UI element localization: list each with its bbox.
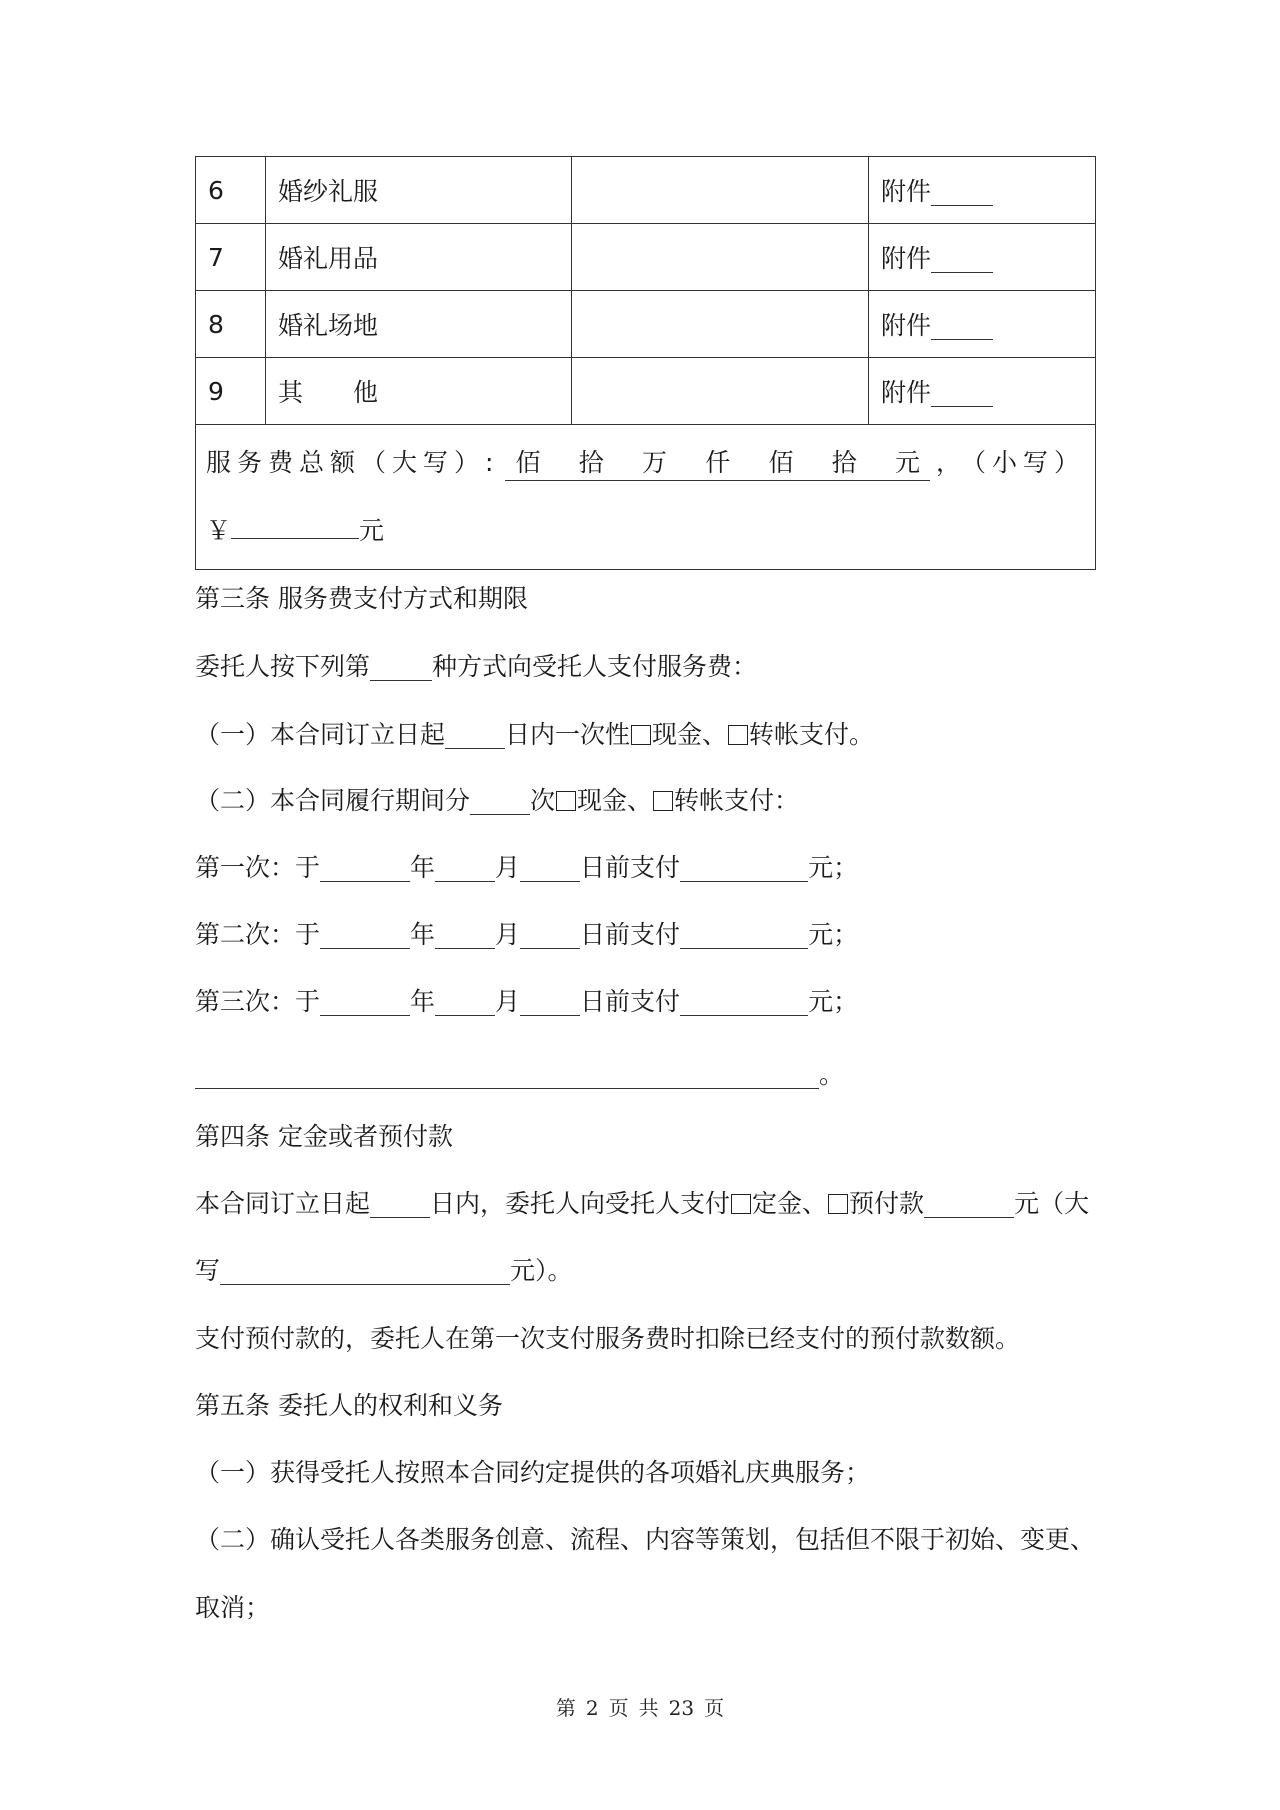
month-blank [435,851,495,882]
footer-text: 第 [555,1696,576,1720]
page-number: 2 [585,1696,599,1720]
deposit-text: 定金、 [752,1189,828,1218]
table-row [196,291,1096,358]
option-text: 转帐支付： [674,786,800,815]
service-detail-cell [572,291,869,358]
service-detail-cell [572,224,869,291]
option-text: （二）本合同履行期间分 [195,786,471,815]
amount-blank [924,1187,1014,1218]
footer-text: 共 [638,1696,659,1720]
month-label: 月 [495,853,521,882]
uppercase-amount-field [505,446,930,481]
service-item: 婚纱礼服 [266,157,572,224]
cash-checkbox[interactable] [556,791,576,811]
days-blank [445,718,505,749]
deposit-text: 写 [195,1256,221,1285]
attachment-cell [869,157,1096,224]
total-fee-cell [196,425,1096,570]
amount-blank [680,918,808,949]
deposit-text: 元）。 [510,1256,573,1285]
deposit-text: 预付款 [849,1189,925,1218]
prepayment-note: 支付预付款的，委托人在第一次支付服务费时扣除已经支付的预付款数额。 [195,1324,1021,1353]
attachment-label: 附件 [881,177,932,206]
installment-label: 第三次：于 [195,987,321,1016]
footer-text: 页 [608,1696,629,1720]
installment-label: 第二次：于 [195,920,321,949]
installment-line [195,918,858,952]
attachment-blank [931,175,993,206]
attachment-label: 附件 [881,311,932,340]
unit-char: 拾 [578,448,604,477]
unit-char: 仟 [705,448,731,477]
yuan-label: 元； [808,853,859,882]
other-method-blank [195,1058,819,1089]
year-label: 年 [410,853,436,882]
page-footer [0,1692,1280,1721]
month-blank [435,918,495,949]
yuan-label: 元； [808,987,859,1016]
comma: ， [935,448,961,477]
article3-intro [195,650,757,684]
pay-label: 日前支付 [580,987,681,1016]
attachment-blank [931,309,993,340]
installment-line [195,851,858,885]
option-text: 转帐支付。 [749,720,875,749]
payment-option-1 [195,718,874,752]
unit-char: 佰 [768,448,794,477]
deposit-text: 元（大 [1014,1189,1090,1218]
day-blank [520,985,580,1016]
amount-blank [680,851,808,882]
day-blank [520,918,580,949]
unit-char: 佰 [515,448,541,477]
attachment-cell [869,291,1096,358]
attachment-label: 附件 [881,244,932,273]
transfer-checkbox[interactable] [653,791,673,811]
attachment-label: 附件 [881,378,932,407]
year-blank [320,851,410,882]
year-label: 年 [410,920,436,949]
service-item: 婚礼场地 [266,291,572,358]
lowercase-label: （小写） [960,448,1085,477]
payment-option-2 [195,784,799,818]
deposit-text: 日内，委托人向受托人支付 [430,1189,731,1218]
pay-label: 日前支付 [580,853,681,882]
deposit-uppercase-line [195,1254,573,1288]
attachment-cell [869,224,1096,291]
month-blank [435,985,495,1016]
year-blank [320,918,410,949]
unit-char: 万 [641,448,667,477]
days-blank [370,1187,430,1218]
amount-blank [680,985,808,1016]
total-row [196,425,1096,570]
installment-line [195,985,858,1019]
service-item-char: 他 [353,378,379,407]
installment-label: 第一次：于 [195,853,321,882]
attachment-blank [931,376,993,407]
service-detail-cell [572,157,869,224]
month-label: 月 [495,920,521,949]
uppercase-amount-blank [220,1254,510,1285]
service-item-char: 其 [278,378,304,407]
unit-char: 元 [894,448,920,477]
year-blank [320,985,410,1016]
article5-title: 第五条 委托人的权利和义务 [195,1391,503,1420]
period-mark: 。 [819,1060,845,1089]
yen-sign: ￥ [206,516,232,545]
intro-text: 种方式向受托人支付服务费： [432,652,758,681]
cash-checkbox[interactable] [631,725,651,745]
prepayment-checkbox[interactable] [828,1194,848,1214]
day-blank [520,851,580,882]
pay-label: 日前支付 [580,920,681,949]
yuan-label: 元； [808,920,859,949]
total-pages: 23 [668,1696,695,1720]
option-text: 次 [530,786,556,815]
unit-char: 拾 [831,448,857,477]
deposit-text: 本合同订立日起 [195,1189,371,1218]
method-blank [370,650,432,681]
article3-title: 第三条 服务费支付方式和期限 [195,584,528,613]
lowercase-amount-blank [231,508,359,539]
attachment-cell [869,358,1096,425]
other-method-line [195,1058,844,1092]
table-row [196,358,1096,425]
table-row [196,224,1096,291]
intro-text: 委托人按下列第 [195,652,371,681]
service-item [266,358,572,425]
month-label: 月 [495,987,521,1016]
option-text: （一）本合同订立日起 [195,720,446,749]
installments-blank [470,784,530,815]
service-detail-cell [572,358,869,425]
service-fee-table [195,156,1096,570]
transfer-checkbox[interactable] [728,725,748,745]
option-text: 现金、 [577,786,653,815]
article5-item-1: （一）获得受托人按照本合同约定提供的各项婚礼庆典服务； [195,1458,871,1487]
article5-item-2: （二）确认受托人各类服务创意、流程、内容等策划，包括但不限于初始、变更、 [195,1525,1096,1554]
option-text: 日内一次性 [505,720,631,749]
footer-text: 页 [704,1696,725,1720]
deposit-line [195,1187,1089,1221]
article5-item-2-cont: 取消； [195,1593,271,1622]
row-number: 8 [196,291,266,358]
row-number: 6 [196,157,266,224]
year-label: 年 [410,987,436,1016]
option-text: 现金、 [652,720,728,749]
yuan-label: 元 [359,516,385,545]
service-item: 婚礼用品 [266,224,572,291]
article4-title: 第四条 定金或者预付款 [195,1122,453,1151]
table-row [196,157,1096,224]
row-number: 9 [196,358,266,425]
deposit-checkbox[interactable] [731,1194,751,1214]
row-number: 7 [196,224,266,291]
attachment-blank [931,242,993,273]
total-fee-label: 服务费总额（大写）: [206,448,500,477]
